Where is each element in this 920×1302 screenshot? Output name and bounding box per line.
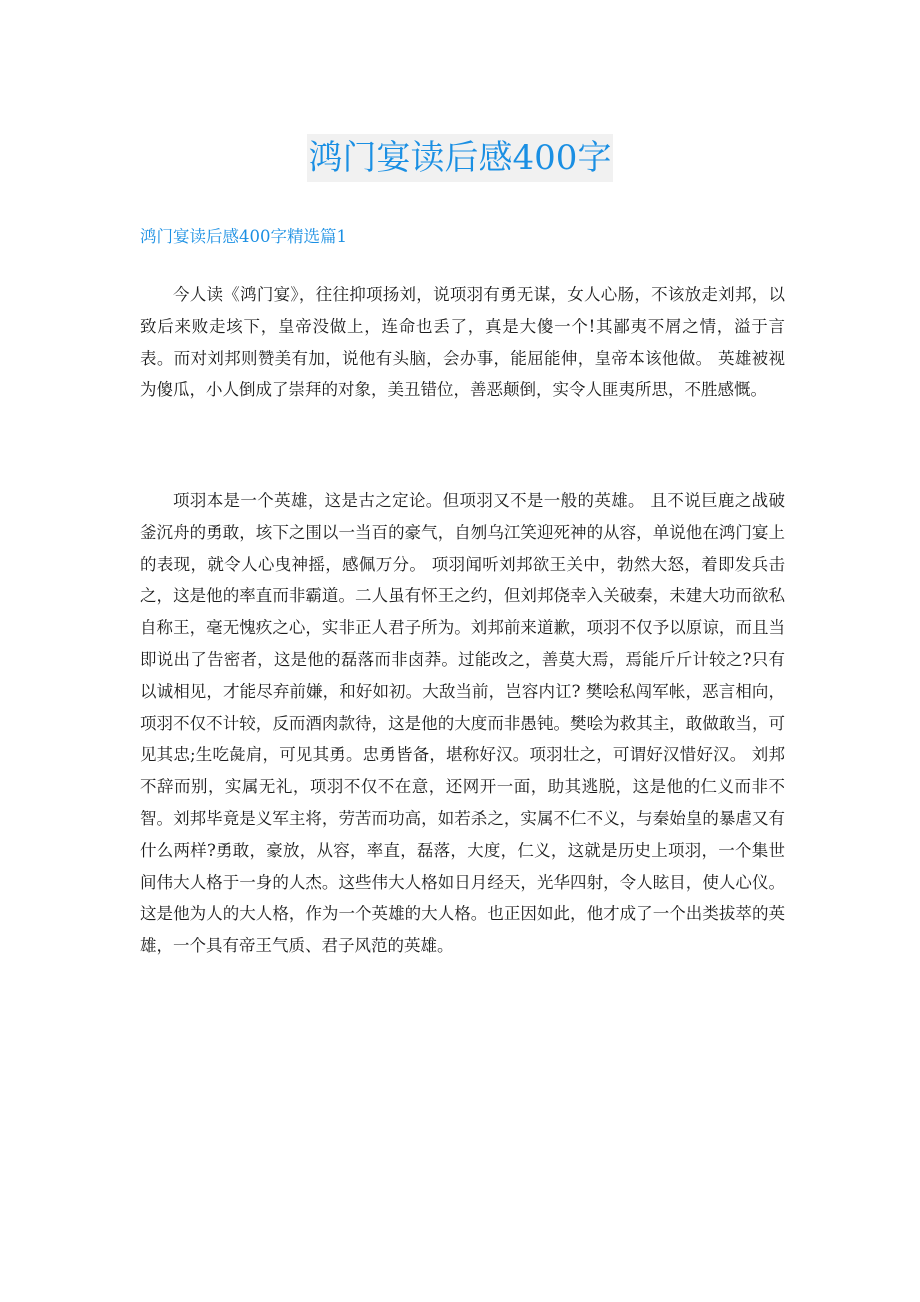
document-title: 鸿门宴读后感400字 [307,134,614,182]
section-heading: 鸿门宴读后感400字精选篇1 [140,227,347,246]
title-container [0,134,920,182]
paragraph-2: 项羽本是一个英雄，这是古之定论。但项羽又不是一般的英雄。 且不说巨鹿之战破釜沉舟的勇敢，垓下之围以一当百的豪气，自刎乌江笑迎死神的从容，单说他在鸿门宴上的表现，就令人心曳神摇，感佩万分。 项羽闻听刘邦欲王关中，勃然大怒，着即发兵击之，这是他的率直而非霸道。二人虽有怀王之约，但刘邦侥幸入关破秦，未建大功而欲私自称王，毫无愧疚之心，实非正人君子所为。刘邦前来道歉，项羽不仅予以原谅，而且当即说出了告密者，这是他的磊落而非卤莽。过能改之，善莫大焉，焉能斤斤计较之?只有以诚相见，才能尽弃前嫌，和好如初。大敌当前，岂容内讧? 樊哙私闯军帐，恶言相向，项羽不仅不计较，反而酒肉款待，这是他的大度而非愚钝。樊哙为救其主，敢做敢当，可见其忠;生吃彘肩，可见其勇。忠勇皆备，堪称好汉。项羽壮之，可谓好汉惜好汉。 刘邦不辞而别，实属无礼，项羽不仅不在意，还网开一面，助其逃脱，这是他的仁义而非不智。刘邦毕竟是义军主将，劳苦而功高，如若杀之，实属不仁不义，与秦始皇的暴虐又有什么两样?勇敢，豪放，从容，率直，磊落，大度，仁义，这就是历史上项羽，一个集世间伟大人格于一身的人杰。这些伟大人格如日月经天，光华四射，令人眩目，使人心仪。这是他为人的大人格，作为一个英雄的大人格。也正因如此，他才成了一个出类拔萃的英雄，一个具有帝王气质、君子风范的英雄。 [140,491,785,956]
paragraph-1: 今人读《鸿门宴》，往往抑项扬刘，说项羽有勇无谋，女人心肠，不该放走刘邦，以致后来败走垓下，皇帝没做上，连命也丢了，真是大傻一个!其鄙夷不屑之情，溢于言表。而对刘邦则赞美有加，说他有头脑，会办事，能屈能伸，皇帝本该他做。 英雄被视为傻瓜，小人倒成了崇拜的对象，美丑错位，善恶颠倒，实令人匪夷所思，不胜感慨。 [140,285,785,400]
